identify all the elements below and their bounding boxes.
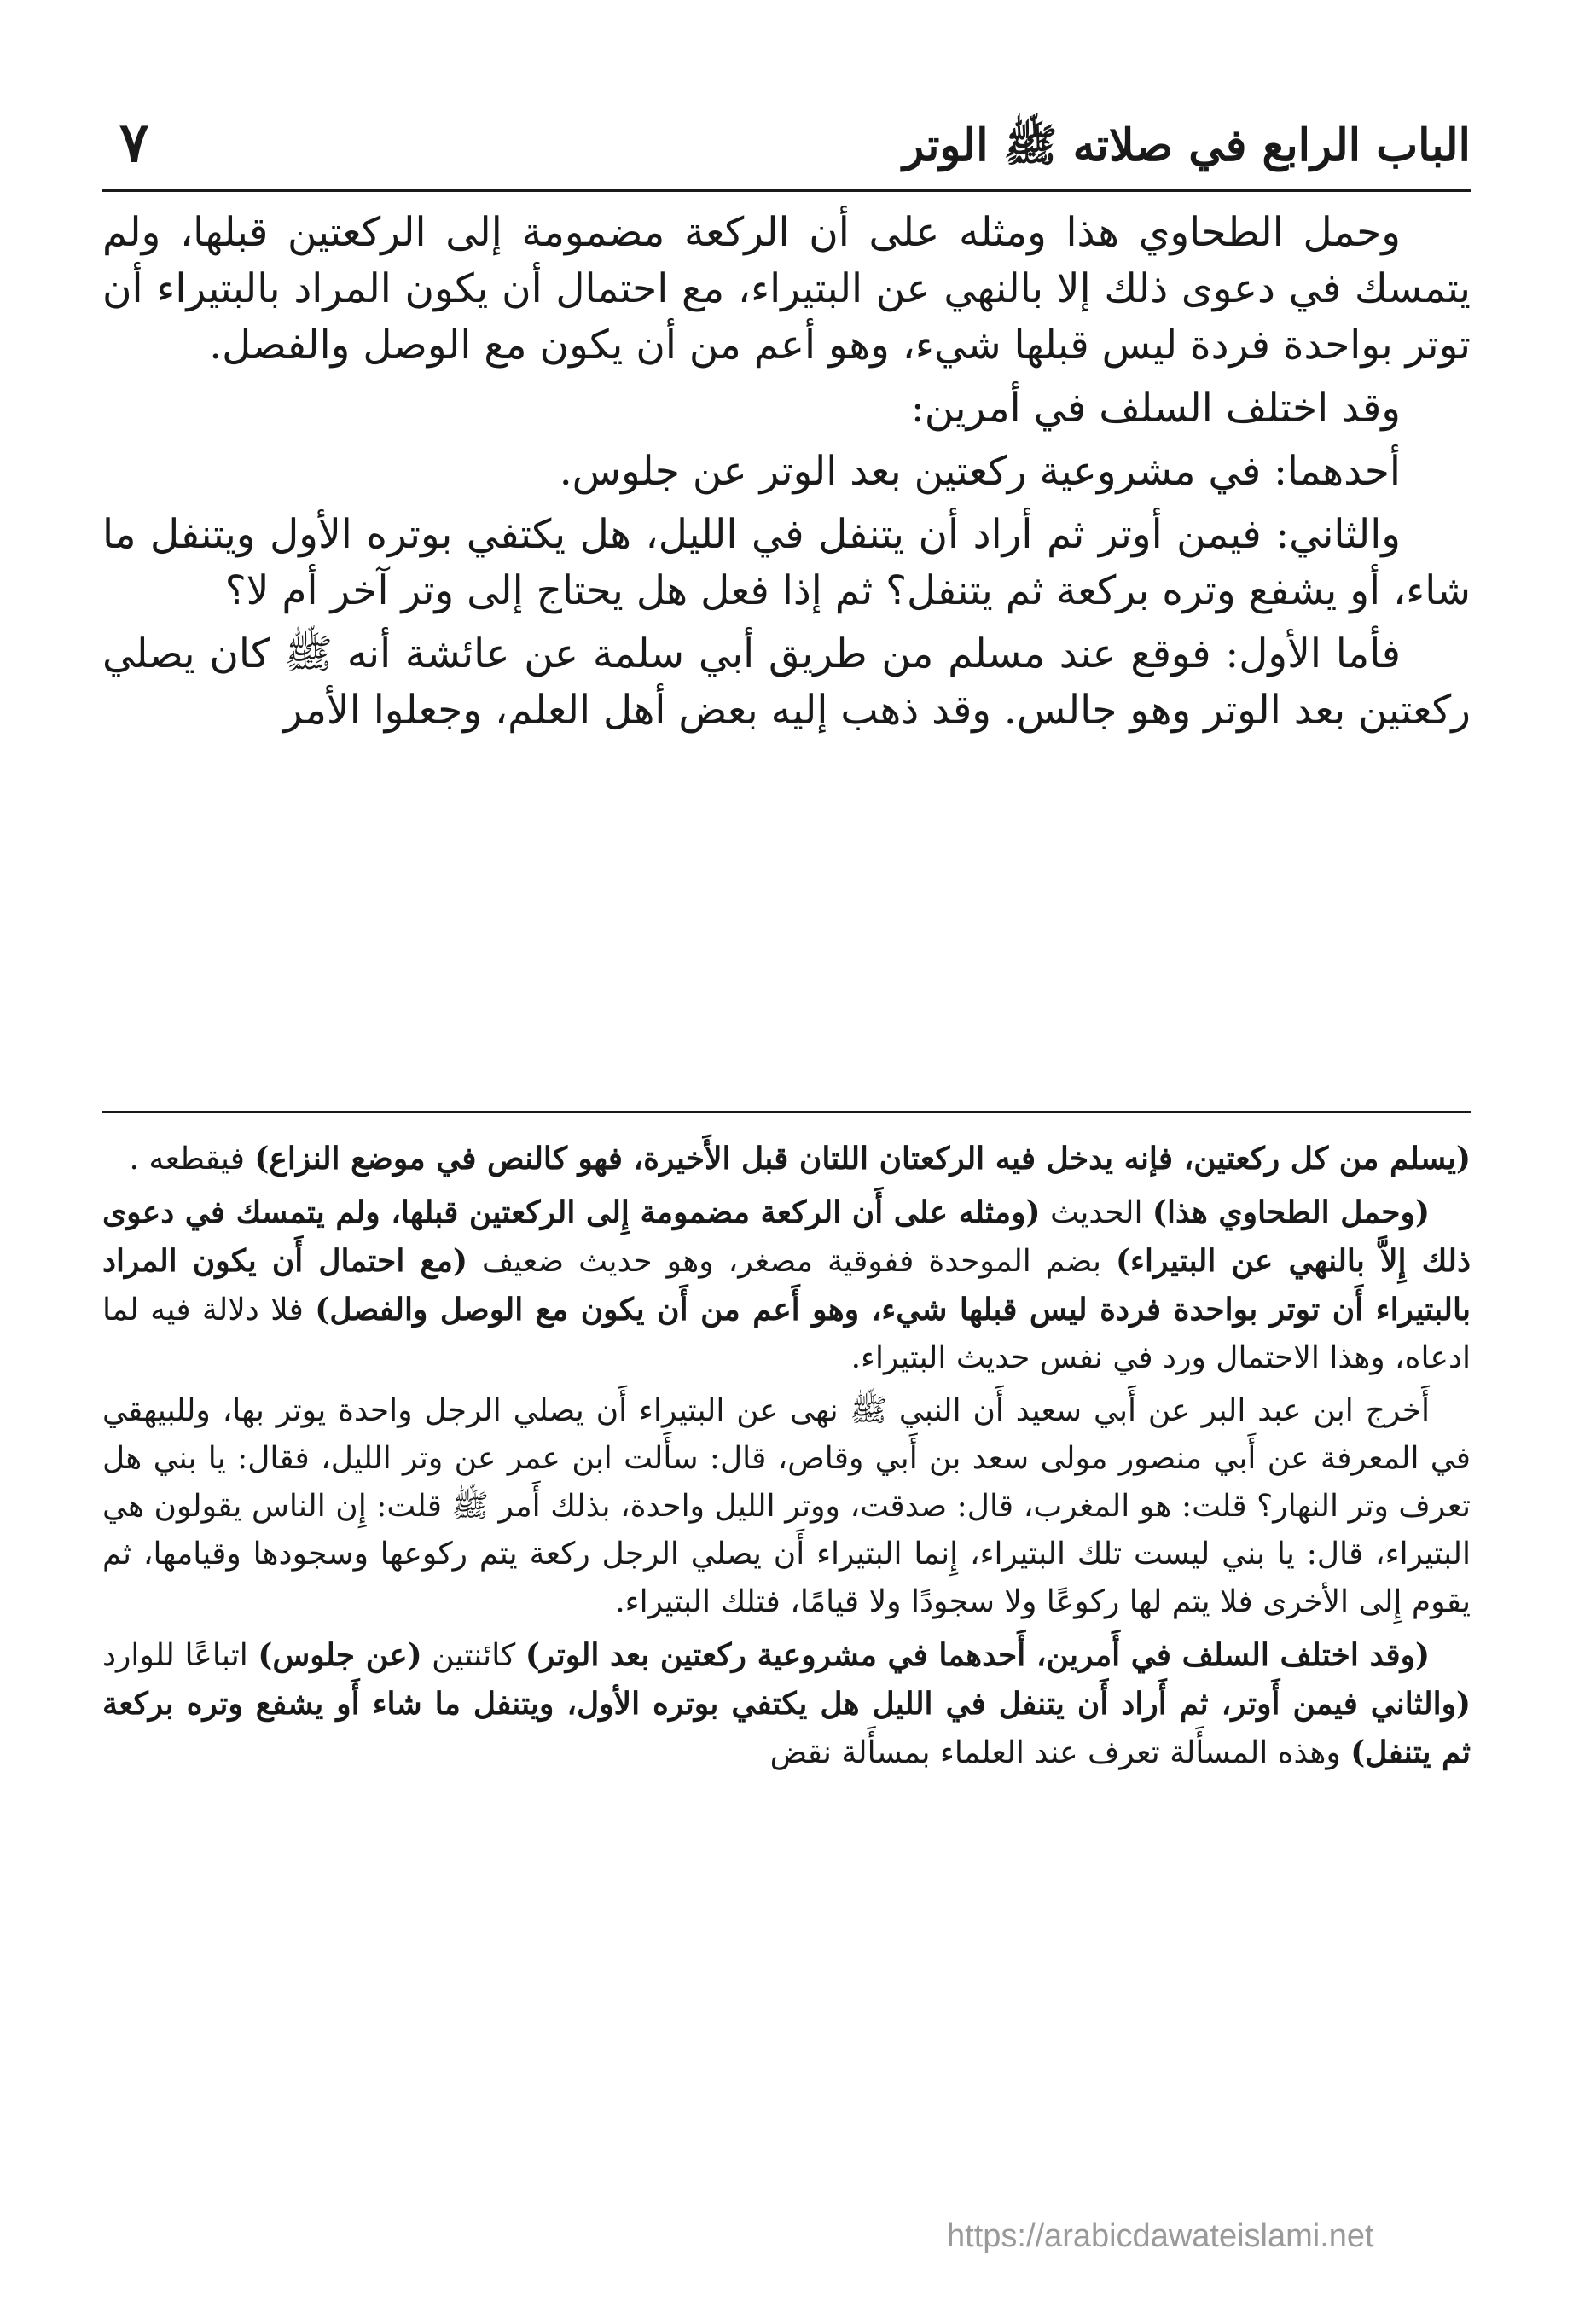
commentary-text-span: فيقطعه . bbox=[129, 1142, 255, 1177]
header-divider bbox=[102, 189, 1471, 192]
commentary-text-span: الحديث bbox=[1040, 1195, 1152, 1230]
quoted-text: (ومثله على أَن الركعة مضمومة إِلى الركعتين قبلها، ولم يتمسك في دعوى ذلك إِلاَّ بالنهي عن البتيراء) bbox=[102, 1194, 1471, 1279]
main-paragraph: وقد اختلف السلف في أمرين: bbox=[910, 385, 1401, 432]
quoted-text: (مع احتمال أَن يكون المراد بالبتيراء أَن توتر بواحدة فردة ليس قبلها شيء، وهو أَعم من أَن يكون مع الوصل والفصل) bbox=[102, 1243, 1471, 1328]
chapter-title: الباب الرابع في صلاته ﷺ الوتر bbox=[903, 119, 1471, 171]
quoted-text: (والثاني فيمن أَوتر، ثم أَراد أَن يتنفل في الليل هل يكتفي بوتره الأول، ويتنفل ما شاء أَو يشفع وتره بركعة ثم يتنفل) bbox=[102, 1686, 1471, 1770]
quoted-text: (يسلم من كل ركعتين، فإنه يدخل فيه الركعتان اللتان قبل الأَخيرة، فهو كالنص في موضع النزاع) bbox=[254, 1141, 1471, 1177]
book-page bbox=[102, 0, 1471, 2324]
commentary-paragraph bbox=[102, 1135, 1471, 1183]
commentary-text-span: اتباعًا للوارد bbox=[102, 1638, 258, 1673]
commentary-divider bbox=[102, 1111, 1471, 1113]
commentary-text-span: وهذه المسأَلة تعرف عند العلماء بمسأَلة نقض bbox=[769, 1735, 1351, 1770]
commentary-text-span: فلا دلالة فيه لما ادعاه، وهذا الاحتمال ورد في نفس حديث البتيراء. bbox=[102, 1293, 1471, 1375]
main-text bbox=[102, 205, 1471, 746]
page-header bbox=[102, 102, 1471, 188]
main-paragraph: والثاني: فيمن أوتر ثم أراد أن يتنفل في الليل، هل يكتفي بوتره الأول ويتنفل ما شاء، أو يشفع وتره بركعة ثم يتنفل؟ ثم إذا فعل هل يحتاج إلى وتر آخر أم لا؟ bbox=[102, 511, 1471, 614]
site-watermark: https://arabicdawateislami.net bbox=[947, 2218, 1374, 2254]
commentary-paragraph: أَخرج ابن عبد البر عن أَبي سعيد أَن النبي ﷺ نهى عن البتيراء أَن يصلي الرجل واحدة يوتر بها، وللبيهقي في المعرفة عن أَبي منصور مولى سعد بن أَبي وقاص، قال: سأَلت ابن عمر عن وتر الليل، فقال: يا بني هل تعرف وتر النهار؟ قلت: هو المغرب، قال: صدقت، ووتر الليل واحدة، بذلك أَمر ﷺ قلت: إِن الناس يقولون هي البتيراء، قال: يا بني ليست تلك البتيراء، إِنما البتيراء أَن يصلي الرجل ركعة يتم ركوعها وسجودها وقيامها، ثم يقوم إِلى الأخرى فلا يتم لها ركوعًا ولا سجودًا ولا قيامًا، فتلك البتيراء. bbox=[102, 1393, 1471, 1619]
commentary-text-span: كائنتين bbox=[421, 1638, 525, 1673]
commentary-paragraph bbox=[102, 1631, 1471, 1777]
quoted-text: (عن جلوس) bbox=[258, 1637, 422, 1673]
quoted-text: (وحمل الطحاوي هذا) bbox=[1152, 1194, 1430, 1230]
main-paragraph: أحدهما: في مشروعية ركعتين بعد الوتر عن جلوس. bbox=[559, 448, 1401, 495]
quoted-text: (وقد اختلف السلف في أَمرين، أَحدهما في مشروعية ركعتين بعد الوتر) bbox=[525, 1637, 1430, 1673]
main-paragraph: وحمل الطحاوي هذا ومثله على أن الركعة مضمومة إلى الركعتين قبلها، ولم يتمسك في دعوى ذلك إلا بالنهي عن البتيراء، مع احتمال أن يكون المراد بالبتيراء أن توتر بواحدة فردة ليس قبلها شيء، وهو أعم من أن يكون مع الوصل والفصل. bbox=[102, 209, 1471, 369]
main-paragraph: فأما الأول: فوقع عند مسلم من طريق أبي سلمة عن عائشة أنه ﷺ كان يصلي ركعتين بعد الوتر وهو جالس. وقد ذهب إليه بعض أهل العلم، وجعلوا الأمر bbox=[102, 630, 1471, 734]
commentary-text-span: بضم الموحدة ففوقية مصغر، وهو حديث ضعيف bbox=[467, 1244, 1117, 1279]
commentary-text bbox=[102, 1135, 1471, 1782]
page-number: ٧ bbox=[119, 111, 149, 175]
commentary-paragraph bbox=[102, 1188, 1471, 1382]
